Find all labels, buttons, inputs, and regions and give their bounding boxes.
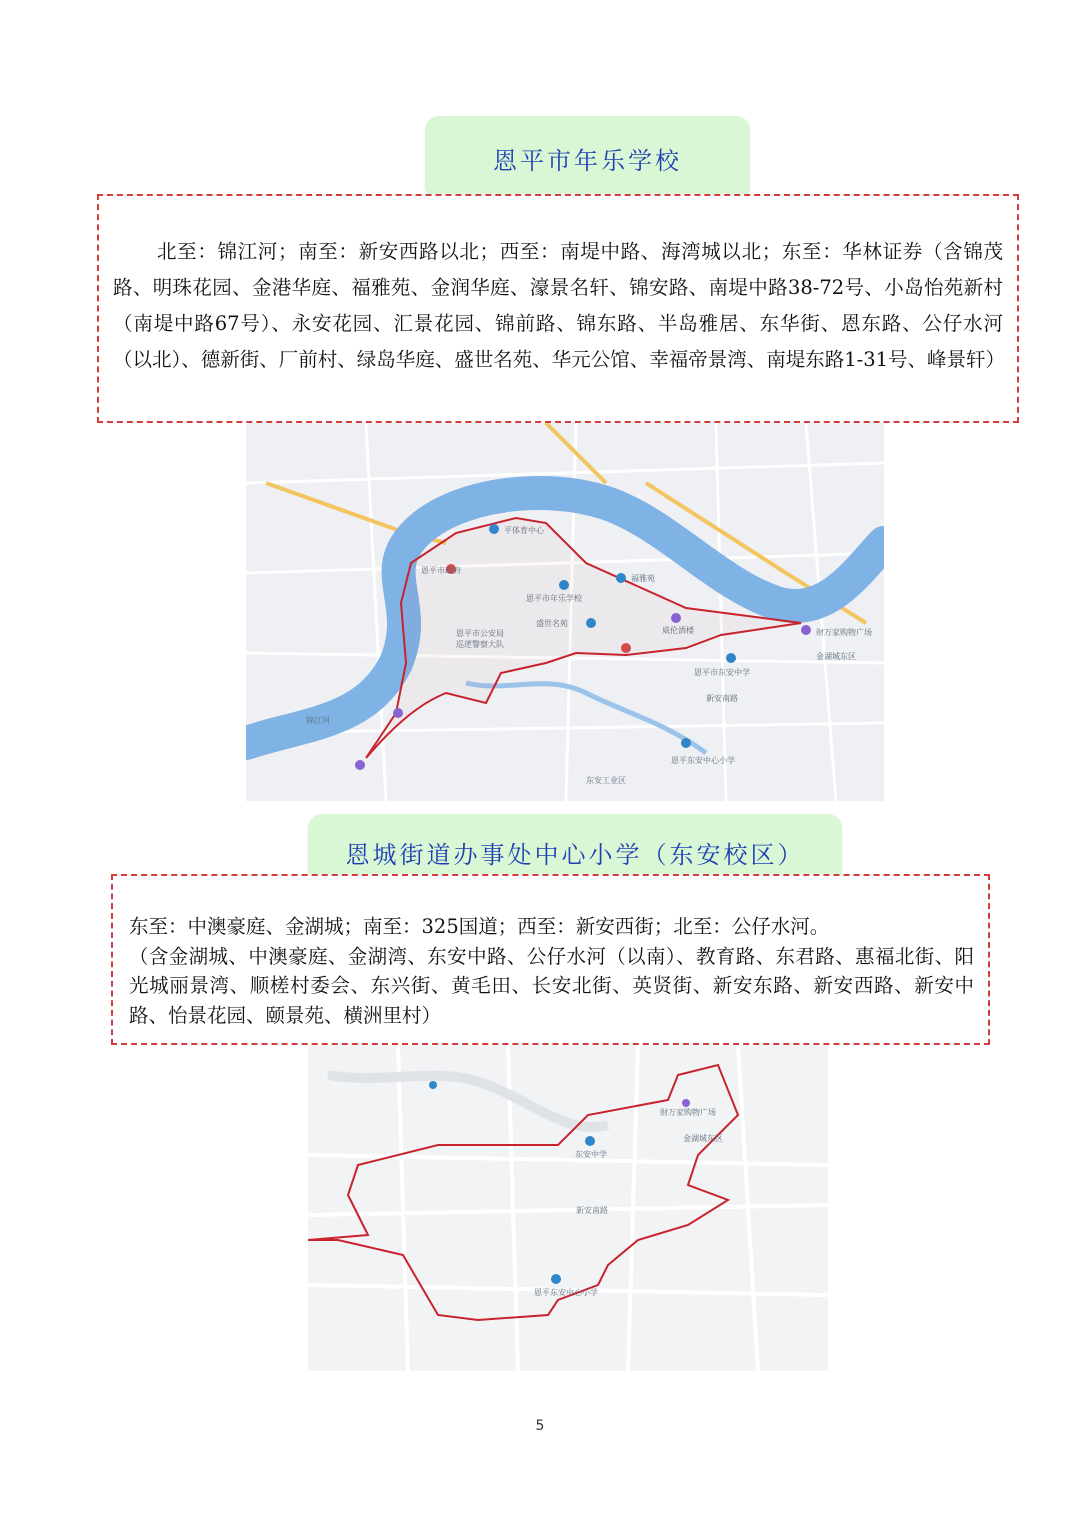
map1-label: 财万家购物广场 <box>816 628 872 637</box>
map1-label: 金湖城东区 <box>816 652 856 661</box>
section1-boundary-description <box>97 194 1019 423</box>
section1-title: 恩平市年乐学校 <box>425 116 750 200</box>
map1-label: 巡逻警察大队 <box>456 640 504 649</box>
map1-label: 恩平东安中心小学 <box>671 756 735 765</box>
map1-label: 恩平市东安中学 <box>694 668 750 677</box>
map2-label: 新安南路 <box>576 1206 608 1215</box>
page-number: 5 <box>535 1418 545 1434</box>
map1-label: 锦江河 <box>306 716 330 725</box>
map2-label: 金湖城东区 <box>683 1134 723 1143</box>
section1-map <box>246 423 884 801</box>
map1-label: 东安工业区 <box>586 776 626 785</box>
map1-label: 盛世名苑 <box>536 619 568 628</box>
section2-boundary-description <box>111 874 990 1045</box>
section2-description-line2: （含金湖城、中澳豪庭、金湖湾、东安中路、公仔水河（以南）、教育路、东君路、惠福北街、阳光城丽景湾、顺槎村委会、东兴街、黄毛田、长安北街、英贤街、新安东路、新安西路、新安中路、怡景花园、颐景苑、横洲里村） <box>129 944 974 1027</box>
map1-label: 新安南路 <box>706 694 738 703</box>
map1-label: 福雅苑 <box>631 574 655 583</box>
map2-label: 恩平东安中心小学 <box>534 1288 598 1297</box>
section2-title: 恩城街道办事处中心小学（东安校区） <box>308 814 842 890</box>
map2-label: 东安中学 <box>575 1150 607 1159</box>
map1-label: 恩平市政府 <box>421 566 461 575</box>
map1-label: 平体育中心 <box>504 526 544 535</box>
section1-description-text: 北至：锦江河；南至：新安西路以北；西至：南堤中路、海湾城以北；东至：华林证券（含锦茂路、明珠花园、金港华庭、福雅苑、金润华庭、濠景名轩、锦安路、南堤中路38-72号、小岛怡苑新村（南堤中路67号）、永安花园、汇景花园、锦前路、锦东路、半岛雅居、东华街、恩东路、公仔水河（以北）、德新街、厂前村、绿岛华庭、盛世名苑、华元公馆、幸福帝景湾、南堤东路1-31号、峰景轩） <box>113 240 1006 371</box>
section2-description-line1: 东至：中澳豪庭、金湖城；南至：325国道；西至：新安西街；北至：公仔水河。 <box>129 915 830 938</box>
map2-label: 财万家购物广场 <box>660 1108 716 1117</box>
map1-label: 恩平市年乐学校 <box>526 594 582 603</box>
map1-label: 威伦酒楼 <box>662 626 694 635</box>
map1-label: 恩平市公安局 <box>456 629 504 638</box>
section2-map <box>308 1045 828 1371</box>
